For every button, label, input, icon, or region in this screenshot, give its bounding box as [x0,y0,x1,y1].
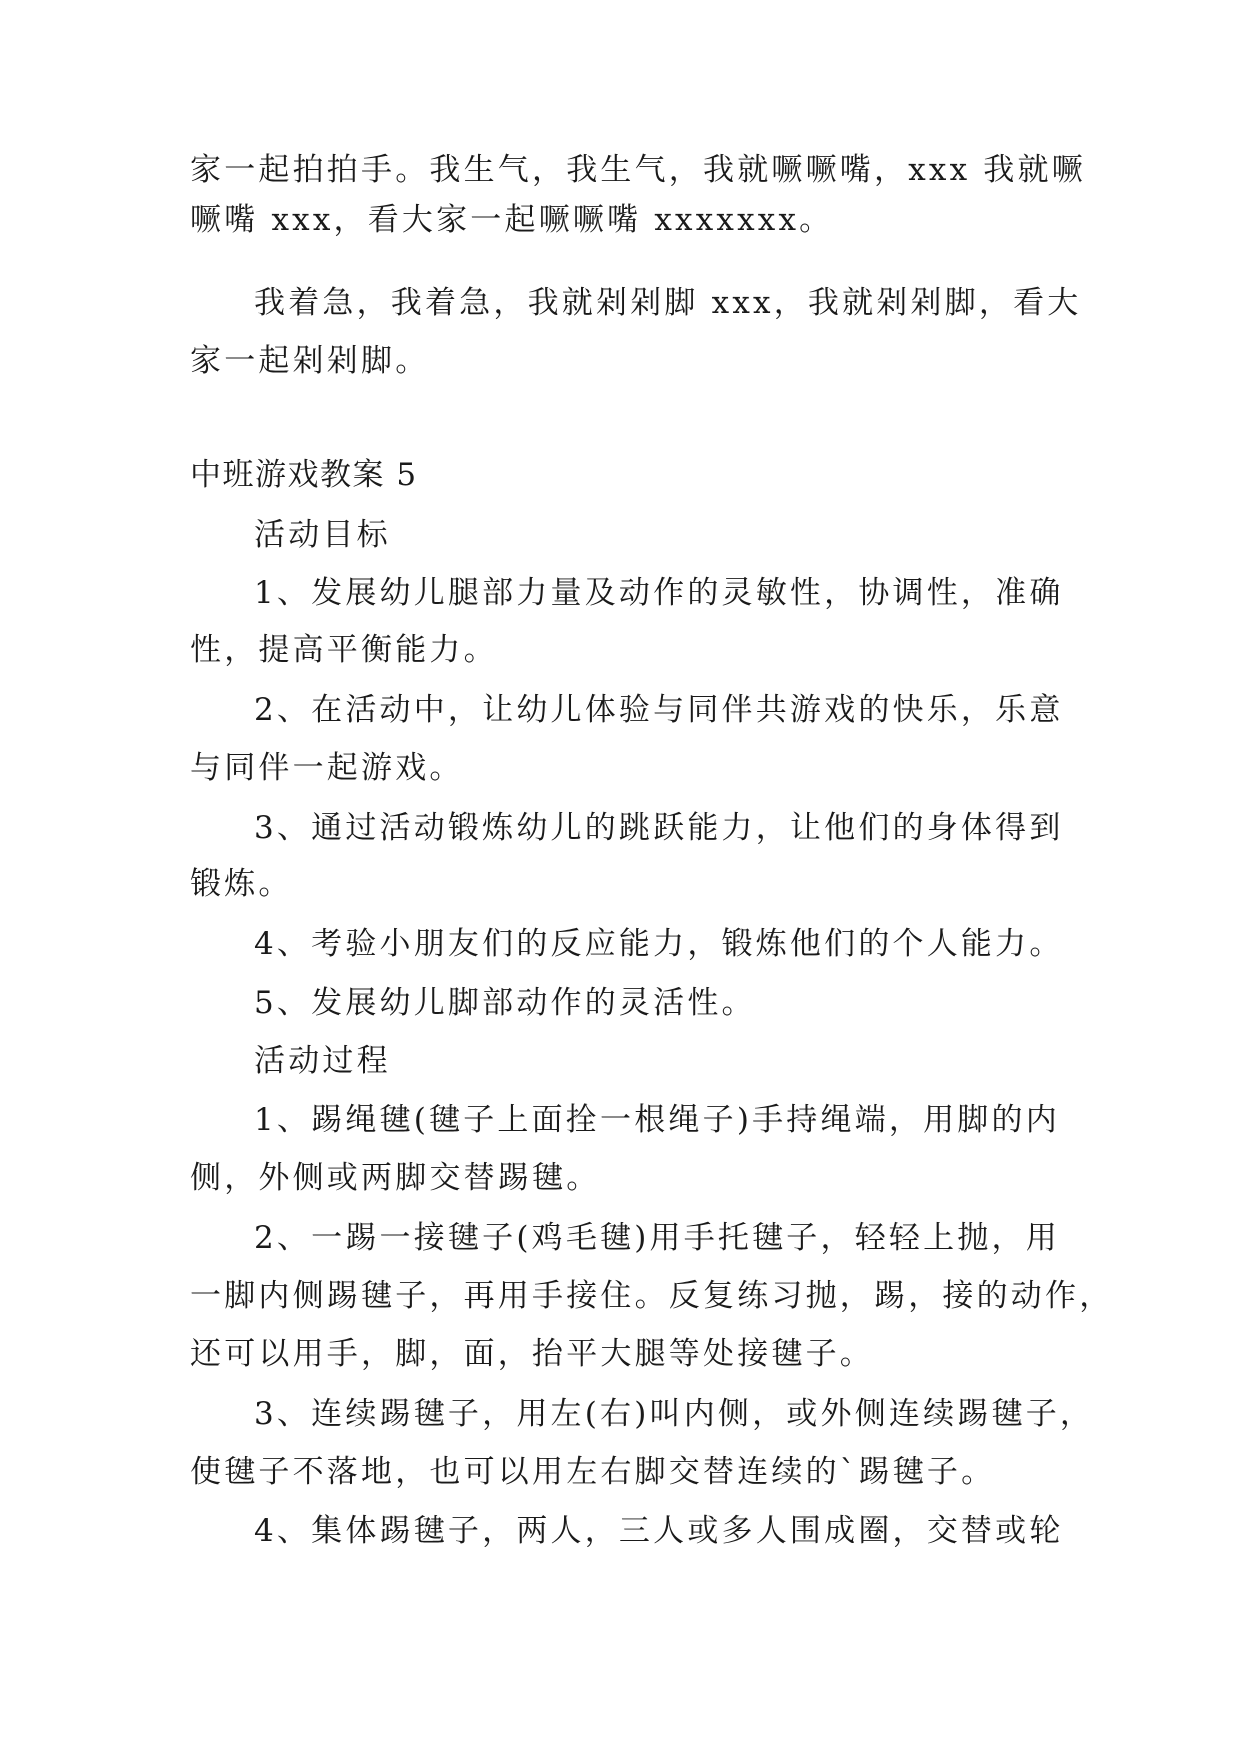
text-line: 性，提高平衡能力。 [190,632,498,668]
text-line: 家一起剁剁脚。 [190,343,430,379]
text-line: 5、发展幼儿脚部动作的灵活性。 [254,985,756,1021]
text-line: 3、连续踢毽子，用左(右)叫内侧，或外侧连续踢毽子， [254,1396,1095,1432]
text-line: 家一起拍拍手。我生气，我生气，我就噘噘嘴，xxx 我就噘 [190,152,1086,188]
subheading: 活动过程 [254,1043,391,1079]
text-line: 我着急，我着急，我就剁剁脚 xxx，我就剁剁脚，看大 [254,285,1082,321]
text-line: 2、在活动中，让幼儿体验与同伴共游戏的快乐，乐意 [254,692,1064,728]
text-line: 使毽子不落地，也可以用左右脚交替连续的`踢毽子。 [190,1454,996,1490]
section-heading: 中班游戏教案 5 [190,457,418,493]
text-line: 一脚内侧踢毽子，再用手接住。反复练习抛，踢，接的动作， [190,1278,1114,1314]
text-line: 侧，外侧或两脚交替踢毽。 [190,1160,601,1196]
text-line: 3、通过活动锻炼幼儿的跳跃能力，让他们的身体得到 [254,810,1064,846]
text-line: 与同伴一起游戏。 [190,750,464,786]
text-line: 1、发展幼儿腿部力量及动作的灵敏性，协调性，准确 [254,575,1064,611]
text-line: 还可以用手，脚，面，抬平大腿等处接毽子。 [190,1336,874,1372]
text-line: 4、集体踢毽子，两人，三人或多人围成圈，交替或轮 [254,1513,1064,1549]
text-line: 1、踢绳毽(毽子上面拴一根绳子)手持绳端，用脚的内 [254,1102,1060,1138]
subheading: 活动目标 [254,517,391,553]
text-line: 2、一踢一接毽子(鸡毛毽)用手托毽子，轻轻上抛，用 [254,1220,1060,1256]
text-line: 噘嘴 xxx，看大家一起噘噘嘴 xxxxxxx。 [190,202,834,238]
text-line: 4、考验小朋友们的反应能力，锻炼他们的个人能力。 [254,926,1064,962]
text-line: 锻炼。 [190,866,293,902]
